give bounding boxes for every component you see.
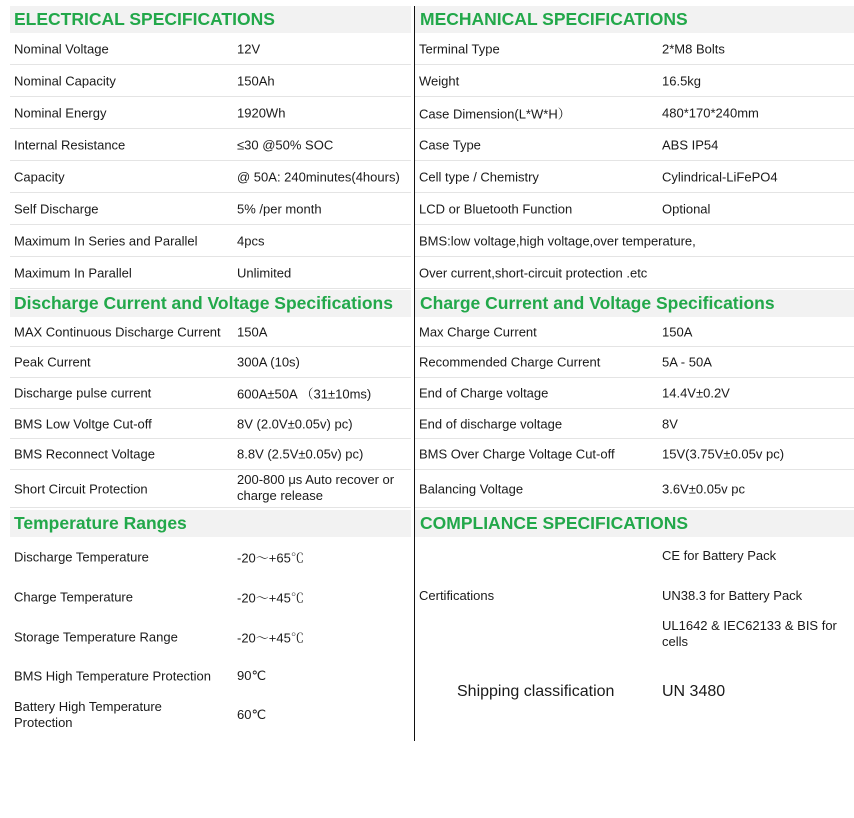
spec-row: [10, 470, 411, 508]
spec-label: Maximum In Series and Parallel: [14, 233, 198, 248]
spec-label: Internal Resistance: [14, 137, 126, 152]
bms-features-line-2: Over current,short-circuit protection .etc: [419, 265, 648, 280]
bms-features-line-1: BMS:low voltage,high voltage,over temperature,: [419, 233, 696, 248]
bms-features-row: [415, 257, 854, 289]
electrical-specs-header: ELECTRICAL SPECIFICATIONS: [10, 6, 411, 33]
spec-row: [415, 409, 854, 439]
spec-label: Nominal Energy: [14, 105, 107, 120]
spec-label: Short Circuit Protection: [14, 481, 148, 496]
spec-value: Cylindrical-LiFePO4: [662, 169, 778, 184]
spec-value: 5% /per month: [237, 201, 322, 216]
spec-value: 480*170*240mm: [662, 105, 759, 120]
spec-label: Terminal Type: [419, 41, 500, 56]
compliance-block: [415, 537, 854, 737]
spec-value: 8.8V (2.5V±0.05v) pc): [237, 446, 364, 462]
spec-value: -20～+65℃: [237, 550, 304, 566]
spec-row: [10, 656, 411, 695]
spec-label: Storage Temperature Range: [14, 629, 178, 644]
spec-label: Max Charge Current: [419, 324, 537, 339]
spec-row: [10, 409, 411, 439]
spec-value: 14.4V±0.2V: [662, 385, 730, 401]
spec-value: 1920Wh: [237, 105, 286, 120]
spec-label: Charge Temperature: [14, 589, 133, 605]
spec-row: [10, 378, 411, 409]
certification-un383: UN38.3 for Battery Pack: [662, 588, 803, 603]
certification-ul-iec-bis: UL1642 & IEC62133 & BIS for cells: [662, 618, 837, 649]
spec-row: [415, 439, 854, 470]
spec-value: 150A: [662, 324, 693, 339]
spec-value: 2*M8 Bolts: [662, 41, 725, 56]
spec-row: [10, 257, 411, 289]
spec-row: [415, 97, 854, 129]
spec-row: [10, 537, 411, 577]
spec-row: [415, 193, 854, 225]
spec-value: 12V: [237, 41, 261, 56]
spec-row: [10, 33, 411, 65]
temperature-header: Temperature Ranges: [10, 510, 411, 537]
spec-row: [10, 695, 411, 734]
spec-value: ≤30 @50% SOC: [237, 137, 334, 152]
certifications-label: Certifications: [419, 588, 495, 603]
spec-row: [415, 470, 854, 508]
spec-value: @ 50A: 240minutes(4hours): [237, 169, 400, 184]
spec-value: 600A±50A （31±10ms): [237, 386, 372, 402]
spec-row: [415, 129, 854, 161]
spec-label: LCD or Bluetooth Function: [419, 201, 573, 216]
spec-label: Nominal Capacity: [14, 73, 116, 88]
spec-value: 150Ah: [237, 73, 275, 88]
spec-value: 8V (2.0V±0.05v) pc): [237, 416, 353, 431]
bms-features-row: [415, 225, 854, 257]
spec-label: MAX Continuous Discharge Current: [14, 324, 221, 339]
spec-value: 3.6V±0.05v pc: [662, 481, 746, 496]
spec-row: [10, 161, 411, 193]
spec-label: Balancing Voltage: [419, 481, 524, 496]
spec-value: 4pcs: [237, 233, 265, 248]
spec-value: 15V(3.75V±0.05v pc): [662, 446, 785, 462]
spec-label: BMS Over Charge Voltage Cut-off: [419, 446, 615, 462]
charge-specs-header: Charge Current and Voltage Specifications: [415, 290, 854, 317]
spec-value: Optional: [662, 201, 711, 216]
spec-label: Cell type / Chemistry: [419, 169, 539, 184]
spec-row: [415, 317, 854, 347]
spec-row: [415, 378, 854, 409]
spec-label: Capacity: [14, 169, 65, 184]
spec-value: Unlimited: [237, 265, 292, 280]
spec-row: [10, 617, 411, 656]
shipping-classification-value: UN 3480: [662, 683, 726, 700]
shipping-classification-label: Shipping classification: [457, 683, 615, 700]
spec-label: Self Discharge: [14, 201, 99, 216]
certification-ce: CE for Battery Pack: [662, 548, 777, 563]
spec-label: Peak Current: [14, 354, 91, 370]
spec-row: [415, 33, 854, 65]
left-column: [10, 6, 411, 734]
spec-row: [10, 317, 411, 347]
spec-value: 300A (10s): [237, 354, 300, 370]
spec-label: Maximum In Parallel: [14, 265, 132, 280]
spec-value: 8V: [662, 416, 678, 431]
spec-label: End of Charge voltage: [419, 385, 549, 401]
spec-row: [415, 347, 854, 378]
compliance-specs-header: COMPLIANCE SPECIFICATIONS: [415, 510, 854, 537]
spec-value: -20～+45℃: [237, 590, 304, 606]
spec-row: [10, 129, 411, 161]
spec-label: BMS High Temperature Protection: [14, 668, 212, 683]
spec-value: ABS IP54: [662, 137, 719, 152]
spec-label: End of discharge voltage: [419, 416, 563, 431]
spec-label: BMS Reconnect Voltage: [14, 446, 155, 462]
spec-row: [10, 439, 411, 470]
mechanical-specs-header: MECHANICAL SPECIFICATIONS: [415, 6, 854, 33]
spec-value: 150A: [237, 324, 268, 339]
spec-value: 5A - 50A: [662, 354, 712, 370]
spec-row: [10, 225, 411, 257]
right-column: [414, 6, 854, 741]
spec-value: 200-800 μs Auto recover or charge release: [237, 471, 395, 503]
spec-label: Recommended Charge Current: [419, 354, 601, 370]
spec-label: Nominal Voltage: [14, 41, 109, 56]
spec-row: [415, 65, 854, 97]
spec-row: [415, 161, 854, 193]
spec-value: 16.5kg: [662, 73, 702, 88]
spec-label: Discharge pulse current: [14, 385, 152, 401]
discharge-specs-header: Discharge Current and Voltage Specifications: [10, 290, 411, 317]
spec-label: BMS Low Voltge Cut-off: [14, 416, 152, 431]
spec-row: [10, 193, 411, 225]
spec-label: Case Dimension(L*W*H）: [419, 106, 571, 121]
spec-row: [10, 347, 411, 378]
spec-value: 60℃: [237, 706, 267, 722]
spec-value: -20～+45℃: [237, 630, 304, 645]
spec-label: Case Type: [419, 137, 481, 152]
spec-value: 90℃: [237, 667, 267, 683]
spec-label: Discharge Temperature: [14, 549, 149, 565]
spec-row: [10, 97, 411, 129]
spec-label: Weight: [419, 73, 460, 88]
spec-row: [10, 65, 411, 97]
spec-row: [10, 577, 411, 617]
spec-label: Battery High Temperature Protection: [14, 698, 162, 730]
